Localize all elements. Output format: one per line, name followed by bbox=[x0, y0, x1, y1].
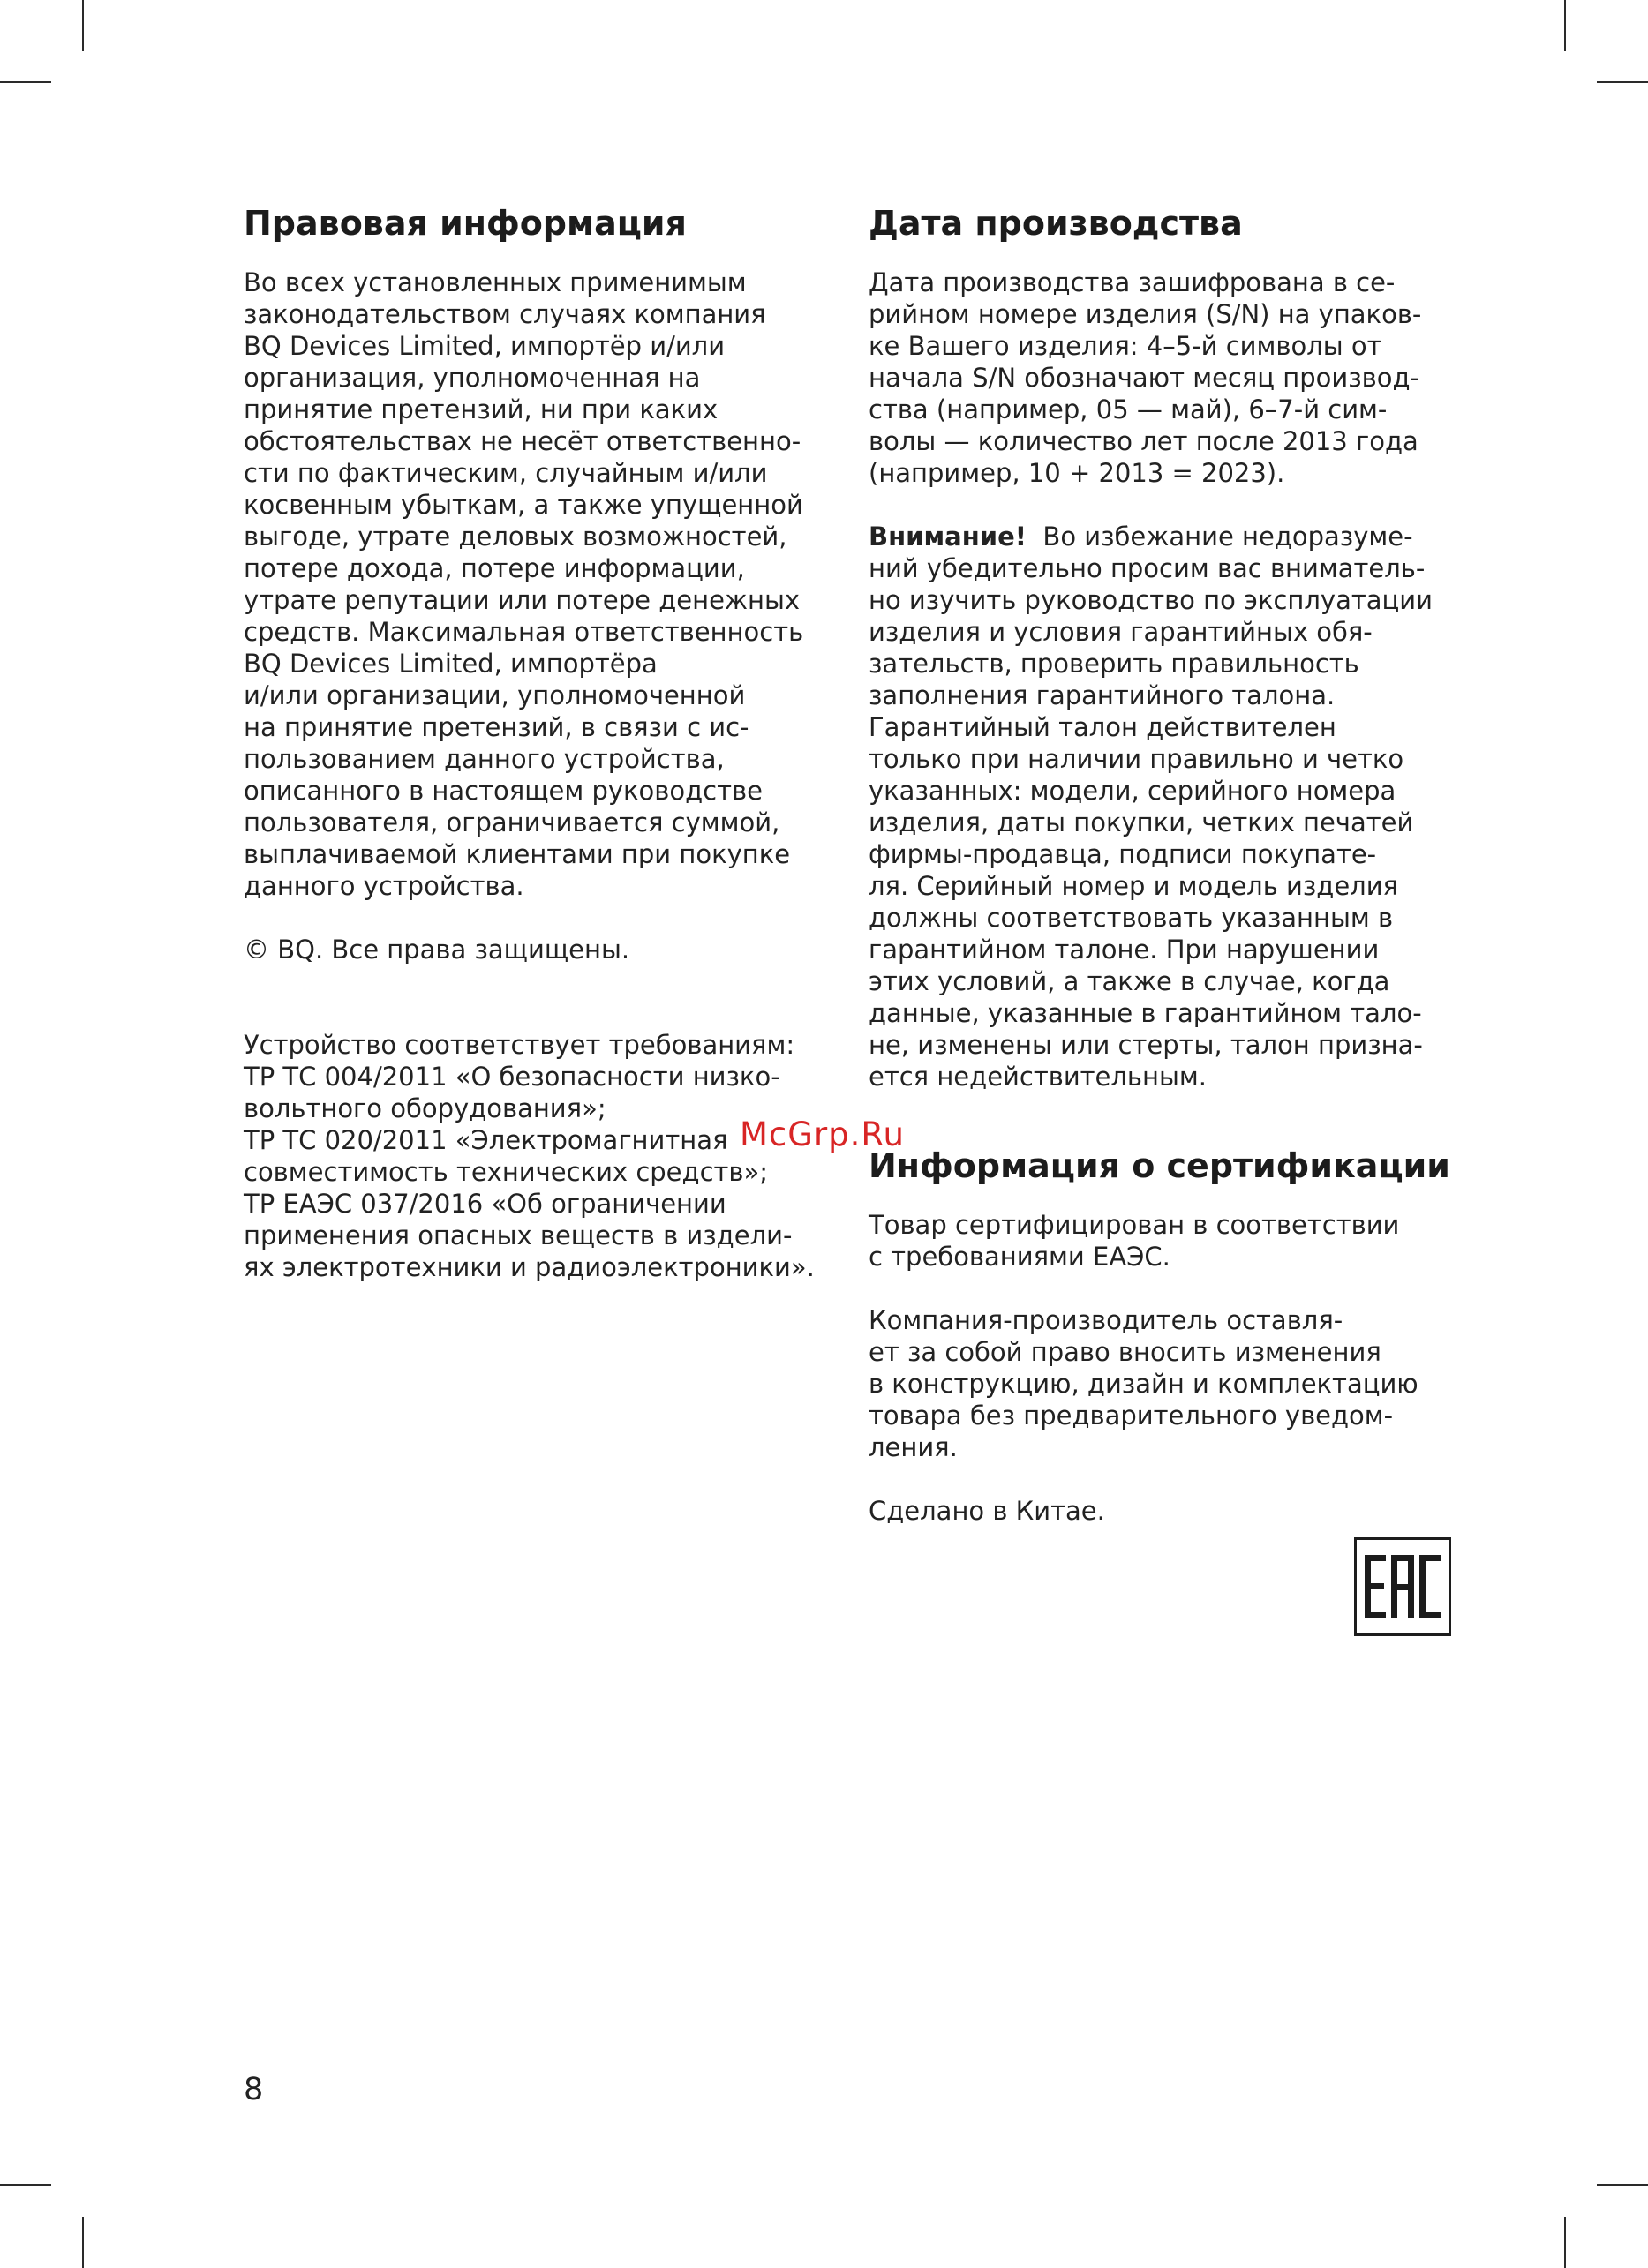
legal-info-heading: Правовая информация bbox=[244, 204, 687, 243]
crop-mark-bottom-right-vertical bbox=[1564, 2217, 1566, 2268]
production-date-heading: Дата производства bbox=[869, 204, 1243, 243]
page-number: 8 bbox=[244, 2072, 264, 2107]
crop-mark-top-right-horizontal bbox=[1597, 81, 1648, 83]
right-column bbox=[869, 199, 1455, 1527]
copyright-text: © BQ. Все права защищены. bbox=[244, 935, 630, 965]
crop-mark-bottom-left-horizontal bbox=[0, 2184, 51, 2186]
attention-text: Во избежание недоразуме- ний убедительно просим вас вниматель- но изучить руководство по эксплуатации изделия и условия гарантийных обя- зательств, проверить правильность заполнения гарантийного талона. Гарантийный талон действителен только при наличии правильно и четко указанных: модели, серийного номера изделия, даты покупки, четких печатей фирмы-продавца, подписи покупате- ля. Серийный номер и модель изделия должны соответствовать указанным в гарантийном талоне. При нарушении этих условий, а также в случае, когда данные, указанные в гарантийном тало- не, изменены или стерты, талон призна- ется недействительным. bbox=[869, 522, 1433, 1092]
certification-text: Товар сертифицирован в соответствии с требованиями ЕАЭС. bbox=[869, 1210, 1400, 1272]
crop-mark-bottom-left-vertical bbox=[82, 2217, 84, 2268]
compliance-text: Устройство соответствует требованиям: ТР ТС 004/2011 «О безопасности низко- вольтного оборудования»; ТР ТС 020/2011 «Электромагнитная совместимость технических средств»; ТР ЕАЭС 037/2016 «Об ограничении применения опасных веществ в издели- ях электротехники и радиоэлектроники». bbox=[244, 1030, 815, 1282]
crop-mark-top-left-horizontal bbox=[0, 81, 51, 83]
changes-notice-text: Компания-производитель оставля- ет за собой право вносить изменения в конструкцию, дизайн и комплектацию товара без предварительного уведом- ления. bbox=[869, 1305, 1418, 1462]
crop-mark-top-left-vertical bbox=[82, 0, 84, 51]
legal-info-text: Во всех установленных применимым законодательством случаях компания BQ Devices Limited, импортёр и/или организация, уполномоченная на принятие претензий, ни при каких обстоятельствах не несёт ответственно- сти по фактическим, случайным и/или косвенным убыткам, а также упущенной выгоде, утрате деловых возможностей, потере дохода, потере информации, утрате репутации или потере денежных средств. Максимальная ответственность BQ Devices Limited, импортёра и/или организации, уполномоченной на принятие претензий, в связи с ис- пользованием данного устройства, описанного в настоящем руководстве пользователя, ограничивается суммой, выплачиваемой клиентами при покупке данного устройства. bbox=[244, 267, 804, 901]
production-date-text: Дата производства зашифрована в се- рийном номере изделия (S/N) на упаков- ке Вашего изделия: 4–5-й символы от начала S/N обозначают месяц производ- ства (например, 05 — май), 6–7-й сим- волы — количество лет после 2013 года (например, 10 + 2013 = 2023). bbox=[869, 267, 1422, 488]
watermark-text: McGrp.Ru bbox=[740, 1115, 905, 1153]
attention-label: Внимание! bbox=[869, 522, 1027, 552]
attention-paragraph bbox=[869, 521, 1455, 1093]
crop-mark-top-right-vertical bbox=[1564, 0, 1566, 51]
certification-heading: Информация о сертификации bbox=[869, 1146, 1450, 1185]
left-column bbox=[244, 199, 826, 1283]
crop-mark-bottom-right-horizontal bbox=[1597, 2184, 1648, 2186]
made-in-text: Сделано в Китае. bbox=[869, 1496, 1105, 1526]
eac-mark-icon bbox=[1354, 1537, 1451, 1636]
